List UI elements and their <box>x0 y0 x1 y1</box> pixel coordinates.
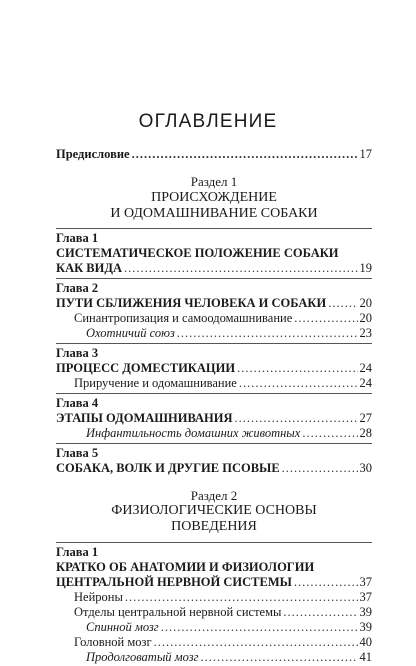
page-title: ОГЛАВЛЕНИЕ <box>138 111 278 132</box>
leader-dots <box>302 426 357 441</box>
chapter-title-line[interactable]: СИСТЕМАТИЧЕСКОЕ ПОЛОЖЕНИЕ СОБАКИ <box>56 245 339 260</box>
part-label: Раздел 2 <box>190 487 238 503</box>
part-title-line: ПРОИСХОЖДЕНИЕ <box>151 189 277 205</box>
section-title: Отделы центральной нервной системы <box>74 604 282 619</box>
toc-page-number: 27 <box>359 410 372 425</box>
chapter-title-line: КАК ВИДА <box>56 260 122 275</box>
toc-entry-chapter[interactable] <box>56 361 372 376</box>
divider <box>56 542 372 543</box>
section-title: Головной мозг <box>74 634 152 649</box>
chapter-title-line: ЦЕНТРАЛЬНОЙ НЕРВНОЙ СИСТЕМЫ <box>56 574 292 589</box>
toc-page-number: 20 <box>359 295 372 310</box>
toc-entry-chapter[interactable] <box>56 411 372 426</box>
toc-entry-section[interactable] <box>56 590 372 605</box>
toc-entry-section[interactable] <box>56 311 372 326</box>
chapter-label: Глава 2 <box>56 280 99 295</box>
part-label: Раздел 1 <box>190 174 238 189</box>
part-heading <box>56 488 372 536</box>
toc-entry-chapter[interactable] <box>56 296 372 311</box>
leader-dots <box>283 605 357 620</box>
toc-page-number: 37 <box>359 574 372 589</box>
toc-page-number: 39 <box>359 619 372 634</box>
subsection-title: Спинной мозг <box>86 619 159 634</box>
chapter-label: Глава 1 <box>56 544 99 559</box>
toc-page-number: 20 <box>359 310 372 325</box>
leader-dots <box>294 311 357 326</box>
subsection-title: Продолговатый мозг <box>86 649 199 664</box>
toc-entry-subsection[interactable] <box>56 650 372 665</box>
chapter-title-line: ПУТИ СБЛИЖЕНИЯ ЧЕЛОВЕКА И СОБАКИ <box>56 295 327 310</box>
divider <box>56 443 372 444</box>
toc-page-number: 30 <box>359 460 372 475</box>
toc-page-number: 24 <box>359 375 372 390</box>
section-title: Нейроны <box>74 589 123 604</box>
chapter-title-line: СОБАКА, ВОЛК И ДРУГИЕ ПСОВЫЕ <box>56 460 280 475</box>
leader-dots <box>132 147 358 162</box>
leader-dots <box>124 261 358 276</box>
leader-dots <box>177 326 358 341</box>
chapter-label: Глава 1 <box>56 230 99 245</box>
chapter-title-line: ЭТАПЫ ОДОМАШНИВАНИЯ <box>56 410 233 425</box>
chapter-title-line[interactable]: КРАТКО ОБ АНАТОМИИ И ФИЗИОЛОГИИ <box>56 559 315 574</box>
leader-dots <box>328 296 357 311</box>
toc-page-number: 40 <box>359 634 372 649</box>
chapter-title-line: ПРОЦЕСС ДОМЕСТИКАЦИИ <box>56 360 236 375</box>
divider <box>56 278 372 279</box>
toc-entry-section[interactable] <box>56 635 372 650</box>
subsection-title: Охотничий союз <box>86 325 175 340</box>
chapter-label: Глава 3 <box>56 345 99 360</box>
leader-dots <box>154 635 358 650</box>
leader-dots <box>125 590 358 605</box>
leader-dots <box>200 650 357 665</box>
toc-entry-section[interactable] <box>56 605 372 620</box>
toc-page-number: 37 <box>359 589 372 604</box>
leader-dots <box>239 376 358 391</box>
leader-dots <box>282 461 358 476</box>
leader-dots <box>237 361 357 376</box>
toc-page-number: 41 <box>359 649 372 664</box>
toc-page-number: 39 <box>359 604 372 619</box>
leader-dots <box>161 620 358 635</box>
subsection-title: Инфантильность домашних животных <box>86 425 301 440</box>
toc-page-number: 28 <box>359 425 372 440</box>
toc-entry-section[interactable] <box>56 376 372 391</box>
toc-entry-chapter[interactable] <box>56 461 372 476</box>
leader-dots <box>294 575 358 590</box>
toc-entry-chapter[interactable] <box>56 575 372 590</box>
toc-entry-subsection[interactable] <box>56 426 372 441</box>
toc-page-number: 24 <box>359 360 372 375</box>
part-title-line: ПОВЕДЕНИЯ <box>171 519 257 535</box>
part-title-line: ФИЗИОЛОГИЧЕСКИЕ ОСНОВЫ <box>111 503 317 519</box>
part-heading <box>56 174 372 222</box>
table-of-contents <box>56 147 372 665</box>
toc-entry-subsection[interactable] <box>56 326 372 341</box>
chapter-label: Глава 4 <box>56 395 99 410</box>
divider <box>56 228 372 229</box>
toc-page-number: 23 <box>359 325 372 340</box>
section-title: Приручение и одомашнивание <box>74 375 237 390</box>
toc-entry-subsection[interactable] <box>56 620 372 635</box>
toc-page-number: 19 <box>359 260 372 275</box>
toc-page-number: 17 <box>359 147 372 161</box>
toc-entry-chapter[interactable] <box>56 261 372 276</box>
section-title: Синантропизация и самоодомашнивание <box>74 310 293 325</box>
leader-dots <box>235 411 358 426</box>
divider <box>56 393 372 394</box>
part-title-line: И ОДОМАШНИВАНИЕ СОБАКИ <box>110 205 318 221</box>
toc-entry-preface[interactable] <box>56 147 372 162</box>
divider <box>56 343 372 344</box>
toc-entry-label: Предисловие <box>56 147 130 161</box>
chapter-label: Глава 5 <box>56 445 99 460</box>
